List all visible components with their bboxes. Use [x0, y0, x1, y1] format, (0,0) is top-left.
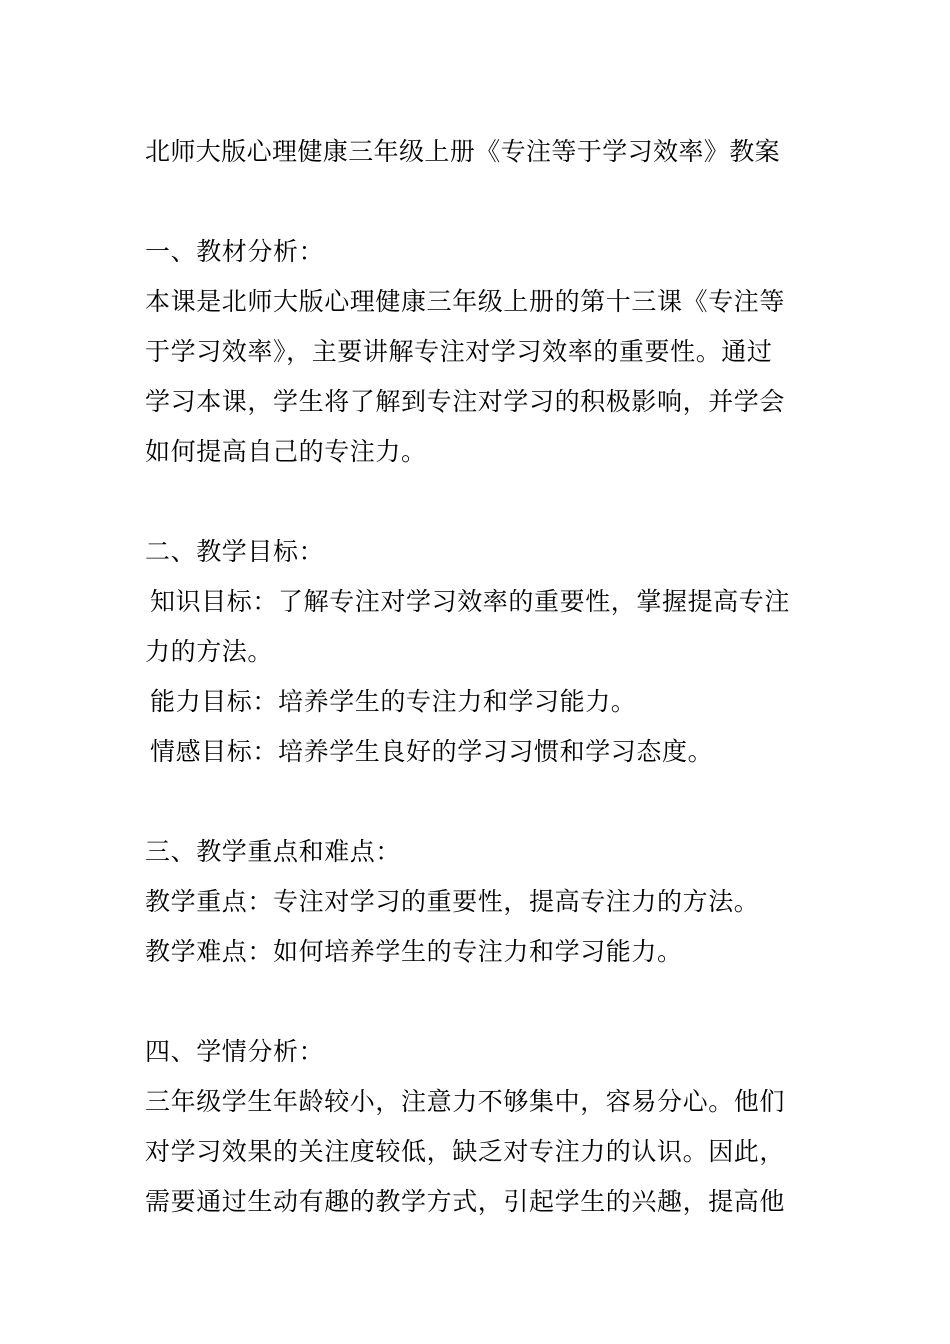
paragraph-line: 需要通过生动有趣的教学方式，引起学生的兴趣，提高他 [145, 1187, 786, 1216]
paragraph-line: 情感目标：培养学生良好的学习习惯和学习态度。 [150, 737, 714, 766]
section-heading-1: 一、教材分析： [145, 237, 325, 266]
paragraph-line: 能力目标：培养学生的专注力和学习能力。 [150, 687, 637, 716]
paragraph-line: 教学难点：如何培养学生的专注力和学习能力。 [145, 937, 683, 966]
paragraph-line: 于学习效率》，主要讲解专注对学习效率的重要性。通过 [145, 337, 773, 366]
paragraph-line: 教学重点：专注对学习的重要性，提高专注力的方法。 [145, 887, 760, 916]
paragraph-line: 对学习效果的关注度较低，缺乏对专注力的认识。因此， [145, 1137, 786, 1166]
paragraph-line: 知识目标：了解专注对学习效率的重要性，掌握提高专注 [150, 587, 791, 616]
section-heading-4: 四、学情分析： [145, 1037, 325, 1066]
paragraph-line: 三年级学生年龄较小，注意力不够集中，容易分心。他们 [145, 1087, 786, 1116]
paragraph-line: 力的方法。 [145, 637, 274, 666]
paragraph-line: 如何提高自己的专注力。 [145, 437, 427, 466]
document-title: 北师大版心理健康三年级上册《专注等于学习效率》教案 [145, 137, 781, 166]
paragraph-line: 本课是北师大版心理健康三年级上册的第十三课《专注等 [145, 287, 786, 316]
section-heading-2: 二、教学目标： [145, 537, 325, 566]
paragraph-line: 学习本课，学生将了解到专注对学习的积极影响，并学会 [145, 387, 786, 416]
section-heading-3: 三、教学重点和难点： [145, 837, 402, 866]
